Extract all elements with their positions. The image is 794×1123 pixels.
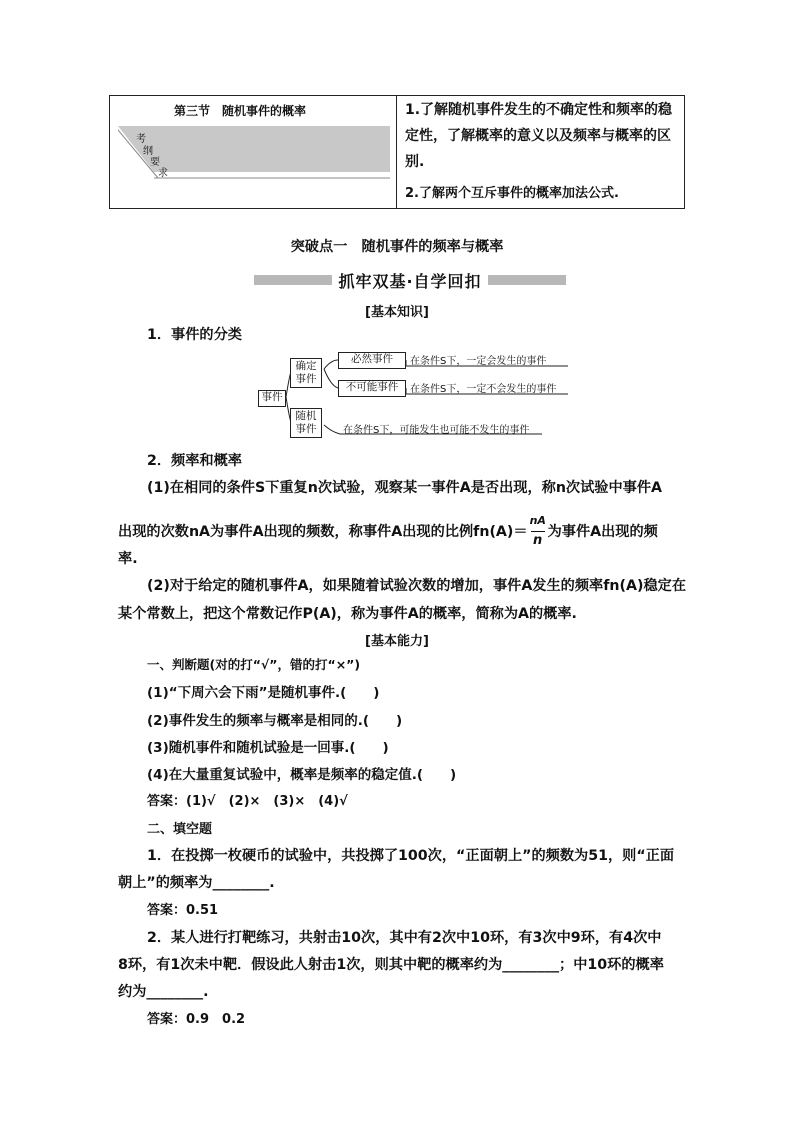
node-event: 事件	[258, 390, 286, 407]
outline-char: 求	[158, 168, 168, 179]
item1-title: 1．事件的分类	[147, 327, 242, 343]
judge-title: 一、判断题(对的打“√”，错的打“×”)	[147, 657, 361, 672]
certain-note: 在条件S下，一定会发生的事件	[410, 356, 547, 367]
fraction-bar	[531, 531, 545, 532]
fill-question: 约为________.	[118, 984, 209, 1000]
para1-text: 为事件A出现的频	[547, 524, 658, 540]
para1-text: 出现的次数nA为事件A出现的频数，称事件A出现的比例fn(A)＝	[118, 524, 528, 540]
banner-text: 抓牢双基·自学回扣	[332, 272, 487, 291]
judge-answer: 答案：(1)√ (2)× (3)× (4)√	[147, 794, 348, 809]
outline-char: 纲	[143, 146, 153, 157]
para1-line: 率.	[118, 551, 138, 567]
section-heading: 突破点一 随机事件的频率与概率	[290, 239, 504, 255]
fill-question: 1．在投掷一枚硬币的试验中，共投掷了100次，“正面朝上”的频数为51，则“正面	[147, 848, 675, 864]
fill-title: 二、填空题	[147, 822, 213, 837]
objective-line: 2.了解两个互斥事件的概率加法公式.	[405, 186, 619, 201]
objective-line: 1.了解随机事件发生的不确定性和频率的稳	[405, 102, 673, 118]
basic-ability-label: [基本能力]	[365, 634, 429, 649]
fraction-denominator: n	[532, 533, 543, 548]
impossible-note: 在条件S下，一定不会发生的事件	[410, 384, 557, 395]
table-divider	[396, 96, 397, 208]
random-note: 在条件S下，可能发生也可能不发生的事件	[343, 425, 530, 436]
banner	[254, 270, 566, 290]
node-certain: 必然事件	[338, 352, 406, 369]
judge-item: (4)在大量重复试验中，概率是频率的稳定值.( )	[147, 767, 457, 783]
fraction-numerator: nA	[529, 514, 546, 527]
judge-item: (2)事件发生的频率与概率是相同的.( )	[147, 713, 403, 729]
fill-answer: 答案：0.9 0.2	[147, 1012, 246, 1027]
frequency-fraction	[530, 514, 546, 550]
fill-question: 8环，有1次未中靶．假设此人射击1次，则其中靶的概率约为________；中10环的概率	[118, 957, 664, 973]
section-title: 第三节 随机事件的概率	[174, 104, 307, 118]
fill-question: 2．某人进行打靶练习，共射击10次，其中有2次中10环，有3次中9环，有4次中	[147, 930, 662, 946]
para1-line: (1)在相同的条件S下重复n次试验，观察某一事件A是否出现，称n次试验中事件A	[147, 480, 663, 496]
outline-char: 要	[150, 157, 160, 168]
para1-line	[118, 514, 658, 550]
para2-line: (2)对于给定的随机事件A，如果随着试验次数的增加，事件A发生的频率fn(A)稳定在	[147, 578, 687, 594]
outline-char: 考	[136, 134, 146, 145]
fill-answer: 答案：0.51	[147, 903, 219, 918]
fill-question: 朝上”的频率为________.	[118, 875, 275, 891]
judge-item: (1)“下周六会下雨”是随机事件.( )	[147, 685, 380, 701]
node-impossible: 不可能事件	[338, 380, 406, 397]
node-random: 随机事件	[290, 408, 322, 438]
item2-title: 2．频率和概率	[147, 453, 242, 469]
judge-item: (3)随机事件和随机试验是一回事.( )	[147, 740, 389, 756]
objective-line: 别.	[405, 154, 425, 170]
node-definite: 确定事件	[290, 358, 322, 388]
basic-knowledge-label: [基本知识]	[365, 305, 429, 320]
objective-line: 定性，了解概率的意义以及频率与概率的区	[405, 128, 671, 144]
syllabus-table	[109, 95, 685, 209]
para2-line: 某个常数上，把这个常数记作P(A)，称为事件A的概率，简称为A的概率.	[118, 606, 577, 622]
